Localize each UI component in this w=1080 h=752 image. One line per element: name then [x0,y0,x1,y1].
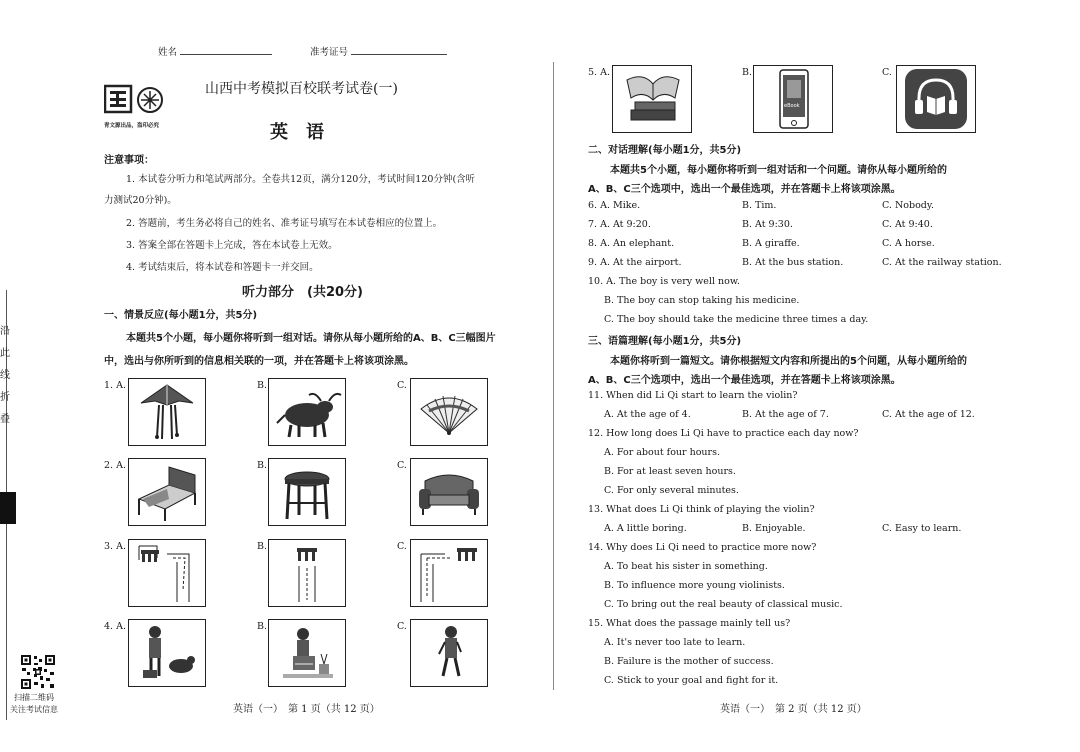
q7-option-a: 7. A. At 9:20. [588,219,651,230]
q15-option-a: A. It's never too late to learn. [604,637,746,648]
fan-icon[interactable] [410,378,488,446]
q11-question: 11. When did Li Qi start to learn the violin? [588,390,798,401]
ticket-blank[interactable] [351,44,447,55]
q11-option-c: C. At the age of 12. [882,409,975,420]
logo-caption: 青文源出品，盗印必究 [104,123,160,129]
q14-option-a: A. To beat his sister in something. [604,561,768,572]
page-divider [553,62,554,690]
q5-label: 5. A. [588,67,610,78]
subject-title: 英 语 [270,122,324,143]
q6-option-b: B. Tim. [742,200,777,211]
name-label: 姓名 [158,47,178,58]
section1-instr: 本题共5个小题，每小题你将听到一组对话。请你从每小题所给的A、B、C三幅图片 [126,333,496,344]
q9-option-a: 9. A. At the airport. [588,257,682,268]
book-stack-icon[interactable] [612,65,692,133]
q14-option-c: C. To bring out the real beauty of classical music. [604,599,843,610]
section1-instr: 中，选出与你所听到的信息相关联的一项，并在答题卡上将该项涂黑。 [104,356,414,367]
ticket-field[interactable] [310,44,447,58]
q10-option-b: B. The boy can stop taking his medicine. [604,295,800,306]
listening-title: 听力部分 (共20分) [242,285,363,300]
note-item: 力测试20分钟)。 [104,195,177,206]
q9-option-c: C. At the railway station. [882,257,1002,268]
fold-char: 此 [0,348,10,359]
q12-option-b: B. For at least seven hours. [604,466,736,477]
q6-option-c: C. Nobody. [882,200,935,211]
q11-option-a: A. At the age of 4. [604,409,691,420]
binding-mark [0,492,16,524]
q7-option-c: C. At 9:40. [882,219,933,230]
q13-option-b: B. Enjoyable. [742,523,806,534]
q15-option-c: C. Stick to your goal and fight for it. [604,675,779,686]
q1-c-label: C. [397,380,407,391]
q10-option-a: 10. A. The boy is very well now. [588,276,740,287]
buffalo-icon[interactable] [268,378,346,446]
name-field[interactable] [158,44,272,58]
ebook-reader-icon[interactable] [753,65,833,133]
q15-option-b: B. Failure is the mother of success. [604,656,774,667]
q15-question: 15. What does the passage mainly tell us? [588,618,791,629]
q3-label: 3. A. [104,541,126,552]
q12-option-a: A. For about four hours. [604,447,720,458]
page-footer-left: 英语（一） 第 1 页（共 12 页） [233,704,380,715]
section3-instr: A、B、C三个选项中，选出一个最佳选项，并在答题卡上将该项涂黑。 [588,375,901,386]
girl-with-dog-icon[interactable] [128,619,206,687]
note-item: 4. 考试结束后，将本试卷和答题卡一并交回。 [126,262,319,273]
fold-char: 叠 [0,414,10,425]
q8-option-c: C. A horse. [882,238,935,249]
q13-option-a: A. A little boring. [604,523,687,534]
q5-b-label: B. [742,67,753,78]
girl-walking-icon[interactable] [410,619,488,687]
map-route-c-icon[interactable] [410,539,488,607]
note-item: 2. 答题前，考生务必将自己的姓名、准考证号填写在本试卷相应的位置上。 [126,218,443,229]
ebook-label: eBook [784,103,800,109]
fold-char: 沿 [0,326,10,337]
qr-caption-1: 扫描二维码 [14,693,54,702]
q4-b-label: B. [257,621,268,632]
q10-option-c: C. The boy should take the medicine three times a day. [604,314,869,325]
q1-b-label: B. [257,380,268,391]
q3-b-label: B. [257,541,268,552]
page-footer-right: 英语（一） 第 2 页（共 12 页） [720,704,867,715]
map-route-a-icon[interactable] [128,539,206,607]
section2-instr: A、B、C三个选项中，选出一个最佳选项，并在答题卡上将该项涂黑。 [588,184,901,195]
ticket-label: 准考证号 [310,47,349,58]
q2-label: 2. A. [104,460,126,471]
q7-option-b: B. At 9:30. [742,219,793,230]
fold-char: 折 [0,392,10,403]
q6-option-a: 6. A. Mike. [588,200,641,211]
name-blank[interactable] [180,44,272,55]
audiobook-icon[interactable] [896,65,976,133]
publisher-logo [104,84,166,120]
q13-question: 13. What does Li Qi think of playing the violin? [588,504,815,515]
exam-title: 山西中考模拟百校联考试卷(一) [205,81,398,97]
section1-heading: 一、情景反应(每小题1分，共5分) [104,310,258,321]
section3-instr: 本题你将听到一篇短文。请你根据短文内容和所提出的5个问题，从每小题所给的 [610,356,967,367]
map-route-b-icon[interactable] [268,539,346,607]
section2-instr: 本题共5个小题，每小题你将听到一组对话和一个问题。请你从每小题所给的 [610,165,947,176]
q2-b-label: B. [257,460,268,471]
fold-char: 线 [0,370,10,381]
q8-option-b: B. A giraffe. [742,238,800,249]
bed-icon[interactable] [128,458,206,526]
q14-option-b: B. To influence more young violinists. [604,580,785,591]
section3-heading: 三、语篇理解(每小题1分，共5分) [588,336,742,347]
note-item: 1. 本试卷分听力和笔试两部分。全卷共12页，满分120分，考试时间120分钟(含听 [126,174,476,185]
q14-question: 14. Why does Li Qi need to practice more now? [588,542,817,553]
q5-c-label: C. [882,67,892,78]
q4-label: 4. A. [104,621,126,632]
qr-caption-2: 关注考试信息 [10,705,58,714]
q3-c-label: C. [397,541,407,552]
kite-icon[interactable] [128,378,206,446]
section2-heading: 二、对话理解(每小题1分，共5分) [588,145,742,156]
qr-code-icon[interactable] [20,654,56,690]
girl-with-plants-icon[interactable] [268,619,346,687]
q1-label: 1. A. [104,380,126,391]
q12-question: 12. How long does Li Qi have to practice each day now? [588,428,859,439]
note-item: 3. 答案全部在答题卡上完成，答在本试卷上无效。 [126,240,338,251]
q2-c-label: C. [397,460,407,471]
q9-option-b: B. At the bus station. [742,257,844,268]
q13-option-c: C. Easy to learn. [882,523,962,534]
q11-option-b: B. At the age of 7. [742,409,829,420]
q8-option-a: 8. A. An elephant. [588,238,675,249]
stool-icon[interactable] [268,458,346,526]
q4-c-label: C. [397,621,407,632]
q12-option-c: C. For only several minutes. [604,485,739,496]
sofa-icon[interactable] [410,458,488,526]
notes-heading: 注意事项： [104,155,154,166]
